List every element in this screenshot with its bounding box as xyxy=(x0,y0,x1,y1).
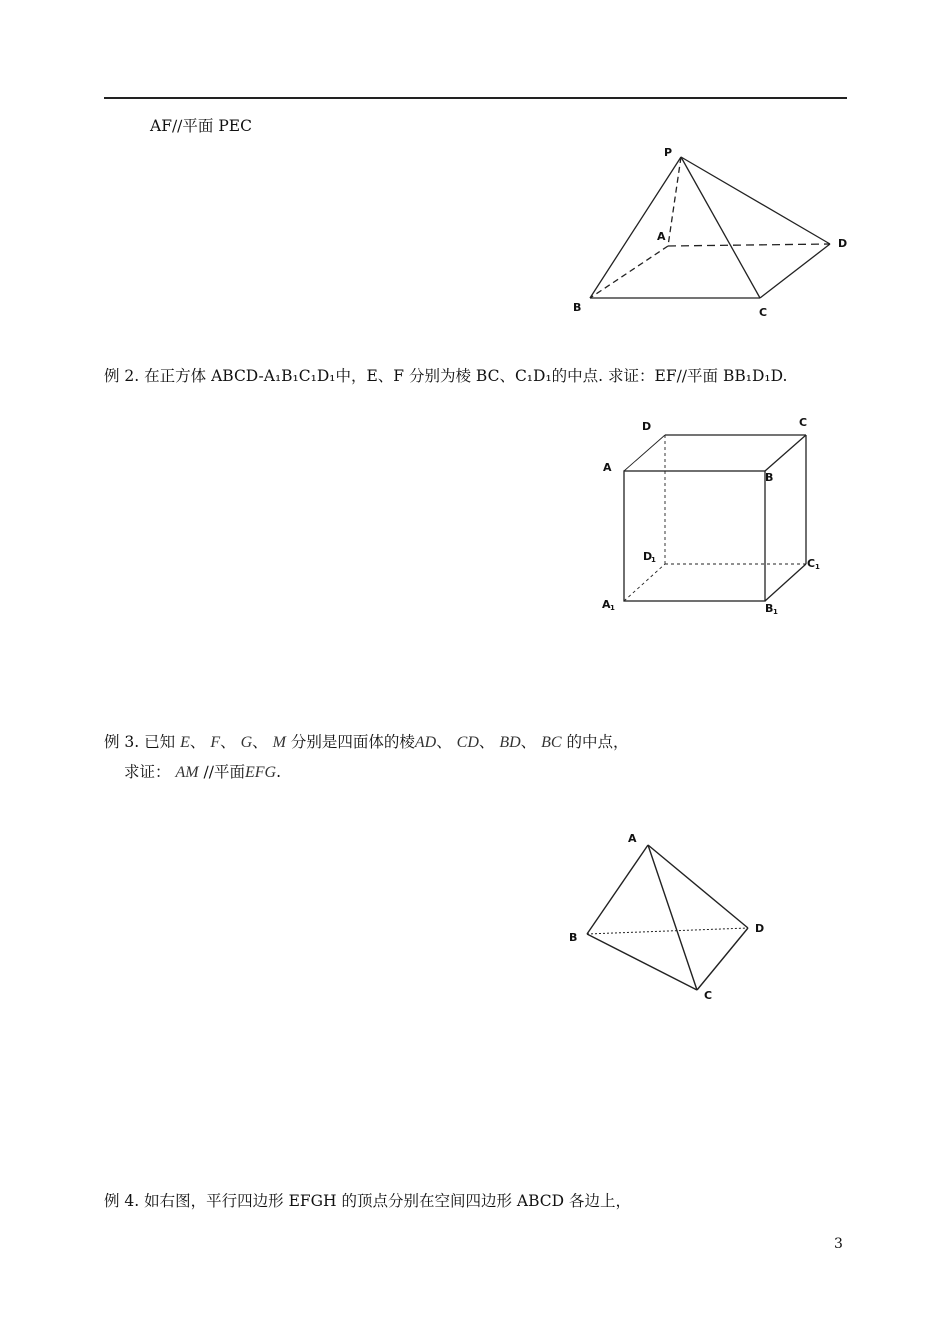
edge-PC xyxy=(681,157,760,298)
cube-figure xyxy=(595,410,835,620)
front-face xyxy=(624,471,765,601)
proof-statement-af-parallel-pec: AF∕∕平面 PEC xyxy=(150,117,252,135)
tetrahedron-figure xyxy=(565,825,775,1005)
period: . xyxy=(276,763,281,781)
separator: 、 xyxy=(520,733,537,751)
edge-B1C1 xyxy=(765,564,806,601)
example-3-line-1 xyxy=(104,732,629,753)
label-D: D xyxy=(642,420,652,433)
var-F: F xyxy=(210,734,221,751)
label-A1-sub: 1 xyxy=(610,604,615,612)
separator: 、 xyxy=(252,733,268,751)
label-A1: A xyxy=(602,598,611,611)
label-D1-sub: 1 xyxy=(651,556,656,564)
separator: 、 xyxy=(436,733,452,751)
label-B1-sub: 1 xyxy=(773,608,778,616)
label-C: C xyxy=(799,416,808,429)
example-3-mid: 分别是四面体的棱 xyxy=(290,733,415,751)
label-D: D xyxy=(755,922,765,935)
label-P: P xyxy=(664,146,673,159)
label-B1: B xyxy=(765,602,774,615)
edge-BC: BC xyxy=(541,734,562,751)
label-C1-sub: 1 xyxy=(815,563,820,571)
edge-PD xyxy=(681,157,830,244)
example-3-prefix: 例 3. 已知 xyxy=(104,733,176,751)
label-C1: C xyxy=(807,557,816,570)
edge-AB-hidden xyxy=(590,246,668,298)
edge-AD: AD xyxy=(414,734,437,751)
example-4-text: 例 4. 如右图，平行四边形 EFGH 的顶点分别在空间四边形 ABCD 各边上， xyxy=(104,1192,631,1210)
edge-PA-hidden xyxy=(668,157,681,246)
example-2-text: 例 2. 在正方体 ABCD-A₁B₁C₁D₁中，E、F 分别为棱 BC、C₁D₁的中点. 求证：EF∕∕平面 BB₁D₁D. xyxy=(104,367,788,385)
label-C: C xyxy=(704,989,713,1002)
label-A: A xyxy=(628,832,637,845)
var-E: E xyxy=(180,734,190,751)
label-B: B xyxy=(573,301,582,314)
edge-BD: BD xyxy=(499,734,521,751)
edge-AD-hidden xyxy=(668,244,830,246)
label-A: A xyxy=(657,230,666,243)
label-B: B xyxy=(765,471,774,484)
edge-CD xyxy=(760,244,830,298)
plane-EFG: EFG xyxy=(244,764,277,781)
edge-AD xyxy=(624,435,665,471)
pyramid-figure xyxy=(560,135,860,325)
label-B: B xyxy=(569,931,578,944)
label-D1: D xyxy=(643,550,653,563)
edge-CD: CD xyxy=(456,734,479,751)
separator: 、 xyxy=(189,733,206,751)
header-rule xyxy=(104,97,847,99)
edge-A1D1-hidden xyxy=(624,564,665,601)
label-C: C xyxy=(759,306,768,319)
edge-AB xyxy=(587,845,648,934)
var-M: M xyxy=(272,734,286,751)
edge-PB xyxy=(590,157,681,298)
label-D: D xyxy=(838,237,848,250)
label-A: A xyxy=(603,461,612,474)
separator: 、 xyxy=(478,733,495,751)
edge-BC xyxy=(765,435,806,471)
example-3-end: 的中点， xyxy=(566,733,629,751)
parallel-plane: ∕∕平面 xyxy=(203,763,245,781)
edge-BD-hidden xyxy=(587,928,748,934)
edge-CD xyxy=(697,928,748,990)
page-number: 3 xyxy=(834,1236,843,1252)
example-3-line-2 xyxy=(124,762,281,783)
prove-label: 求证： xyxy=(124,763,171,781)
edge-AD xyxy=(648,845,748,928)
separator: 、 xyxy=(220,733,236,751)
line-AM: AM xyxy=(175,764,199,781)
var-G: G xyxy=(240,734,253,751)
